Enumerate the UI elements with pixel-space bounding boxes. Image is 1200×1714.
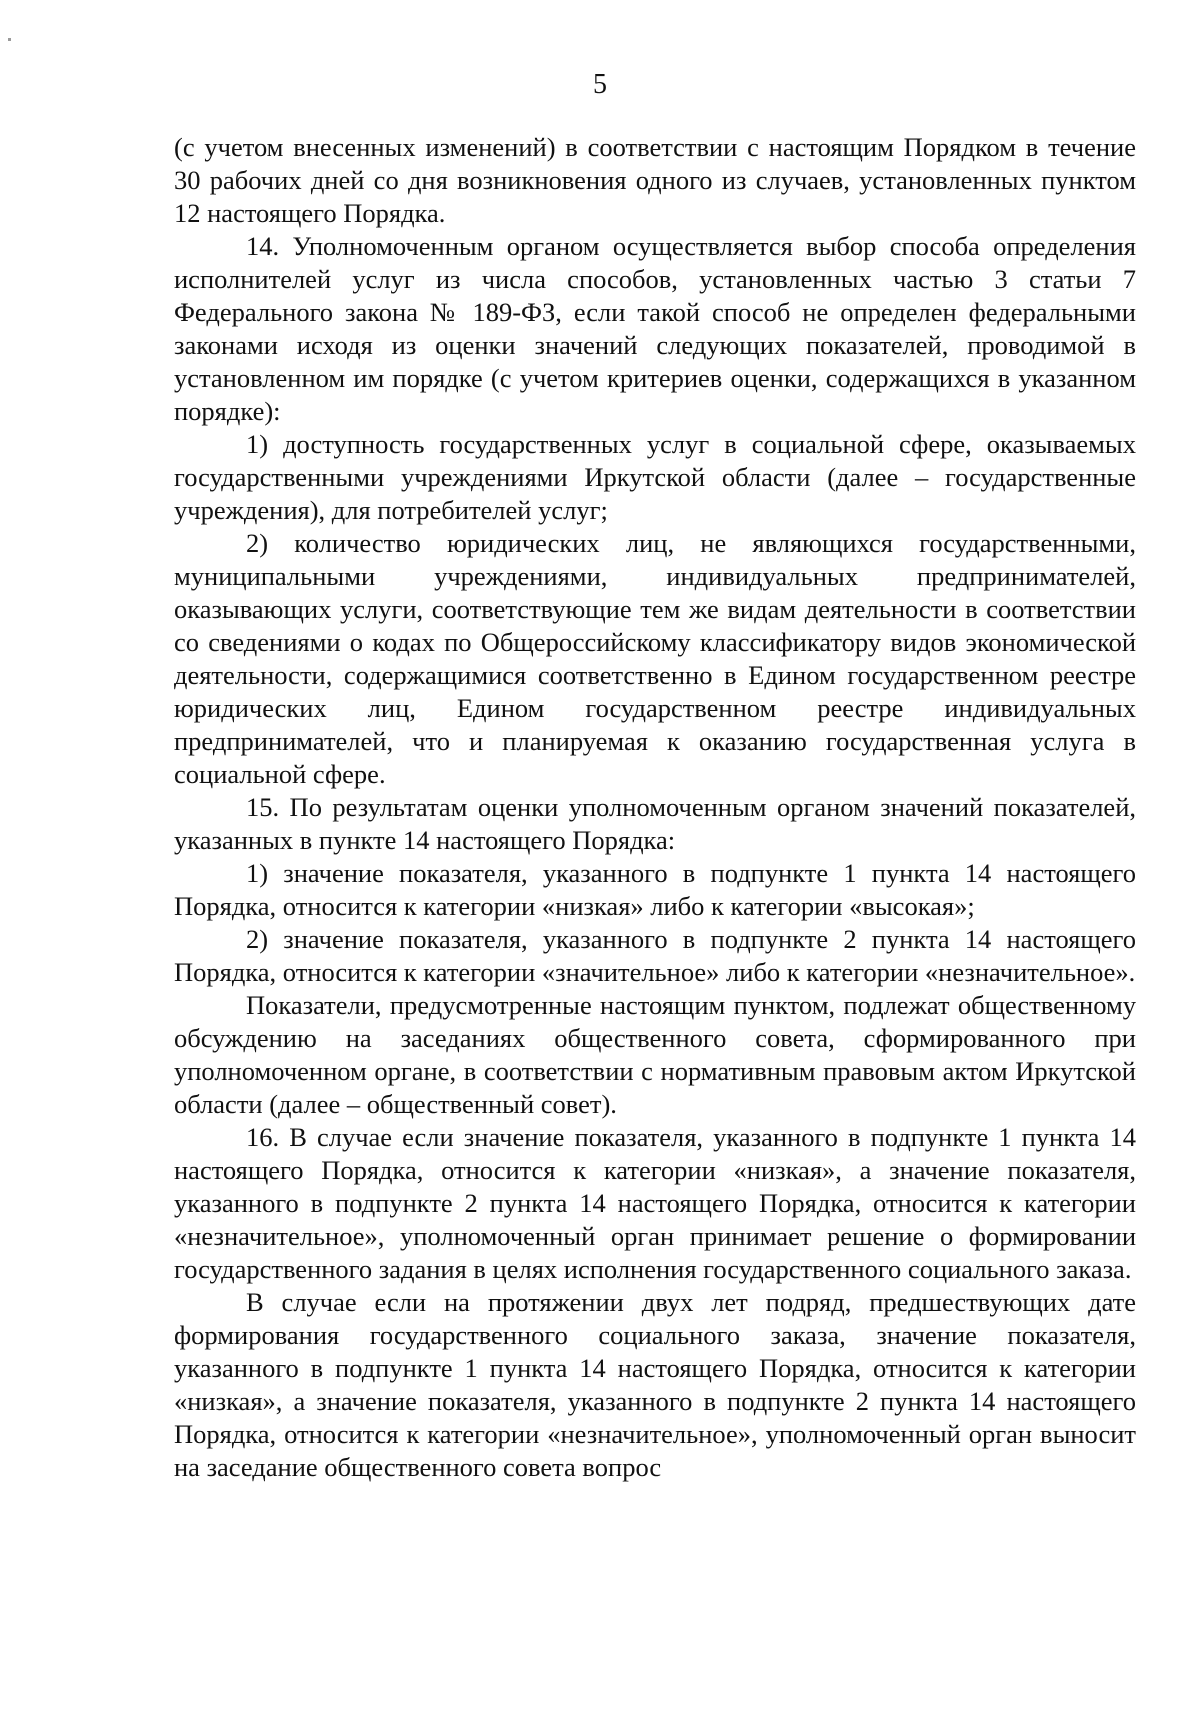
paragraph-item-14-1: 1) доступность государственных услуг в социальной сфере, оказываемых государственными учреждениями Иркутской области (далее – государственные учреждения), для потребителей услуг; xyxy=(174,429,1136,525)
paragraph-continuation: (с учетом внесенных изменений) в соответствии с настоящим Порядком в течение 30 рабочих дней со дня возникновения одного из случаев, установленных пунктом 12 настоящего Порядка. xyxy=(174,132,1136,228)
scan-artifact xyxy=(8,38,11,41)
document-body xyxy=(174,131,1136,1484)
paragraph-item-16-continuation: В случае если на протяжении двух лет подряд, предшествующих дате формирования государственного социального заказа, значение показателя, указанного в подпункте 1 пункта 14 настоящего Порядка, относится к категории «низкая», а значение показателя, указанного в подпункте 2 пункта 14 настоящего Порядка, относится к категории «незначительное», уполномоченный орган выносит на заседание общественного совета вопрос xyxy=(174,1287,1136,1482)
paragraph-indicators-discussion: Показатели, предусмотренные настоящим пунктом, подлежат общественному обсуждению на заседаниях общественного совета, сформированного при уполномоченном органе, в соответствии с нормативным правовым актом Иркутской области (далее – общественный совет). xyxy=(174,990,1136,1119)
paragraph-item-16: 16. В случае если значение показателя, указанного в подпункте 1 пункта 14 настоящего Порядка, относится к категории «низкая», а значение показателя, указанного в подпункте 2 пункта 14 настоящего Порядка, относится к категории «незначительное», уполномоченный орган принимает решение о формировании государственного задания в целях исполнения государственного социального заказа. xyxy=(174,1122,1136,1284)
paragraph-item-14-2: 2) количество юридических лиц, не являющихся государственными, муниципальными учреждениями, индивидуальных предпринимателей, оказывающих услуги, соответствующие тем же видам деятельности в соответствии со сведениями о кодах по Общероссийскому классификатору видов экономической деятельности, содержащимися соответственно в Едином государственном реестре юридических лиц, Едином государственном реестре индивидуальных предпринимателей, что и планируемая к оказанию государственная услуга в социальной сфере. xyxy=(174,528,1136,789)
page-number: 5 xyxy=(593,69,607,100)
paragraph-item-15: 15. По результатам оценки уполномоченным органом значений показателей, указанных в пункте 14 настоящего Порядка: xyxy=(174,792,1136,855)
paragraph-item-14: 14. Уполномоченным органом осуществляется выбор способа определения исполнителей услуг из числа способов, установленных частью 3 статьи 7 Федерального закона № 189-ФЗ, если такой способ не определен федеральными законами исходя из оценки значений следующих показателей, проводимой в установленном им порядке (с учетом критериев оценки, содержащихся в указанном порядке): xyxy=(174,231,1136,426)
paragraph-item-15-1: 1) значение показателя, указанного в подпункте 1 пункта 14 настоящего Порядка, относится к категории «низкая» либо к категории «высокая»; xyxy=(174,858,1136,921)
paragraph-item-15-2: 2) значение показателя, указанного в подпункте 2 пункта 14 настоящего Порядка, относится к категории «значительное» либо к категории «незначительное». xyxy=(174,924,1136,987)
